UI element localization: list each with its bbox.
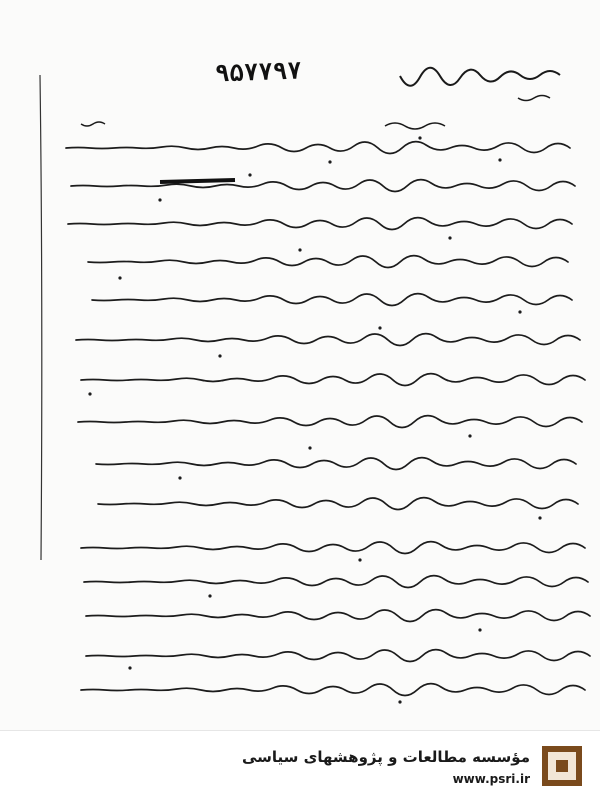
text-line	[98, 498, 578, 510]
margin-line	[40, 75, 42, 560]
text-line	[92, 294, 572, 306]
institute-name: مؤسسه مطالعات و پژوهشهای سیاسی	[241, 748, 530, 766]
text-line	[81, 684, 585, 696]
text-line	[78, 416, 582, 428]
text-line	[66, 142, 570, 154]
footer-divider	[0, 730, 600, 731]
text-line	[81, 374, 585, 386]
header-note	[400, 68, 560, 86]
text-line	[81, 542, 585, 554]
institute-url: www.psri.ir	[452, 772, 530, 786]
text-line	[88, 256, 568, 268]
text-line	[86, 610, 590, 622]
text-line	[84, 576, 588, 588]
text-line	[76, 334, 580, 346]
psri-logo-icon	[542, 746, 582, 786]
text-line	[68, 218, 572, 230]
text-line	[96, 458, 576, 470]
footer-watermark	[0, 730, 600, 802]
text-line	[71, 180, 575, 192]
strikethrough	[160, 180, 235, 182]
text-line	[86, 650, 590, 662]
document-number: ۹۵۷۷۹۷	[214, 56, 303, 88]
